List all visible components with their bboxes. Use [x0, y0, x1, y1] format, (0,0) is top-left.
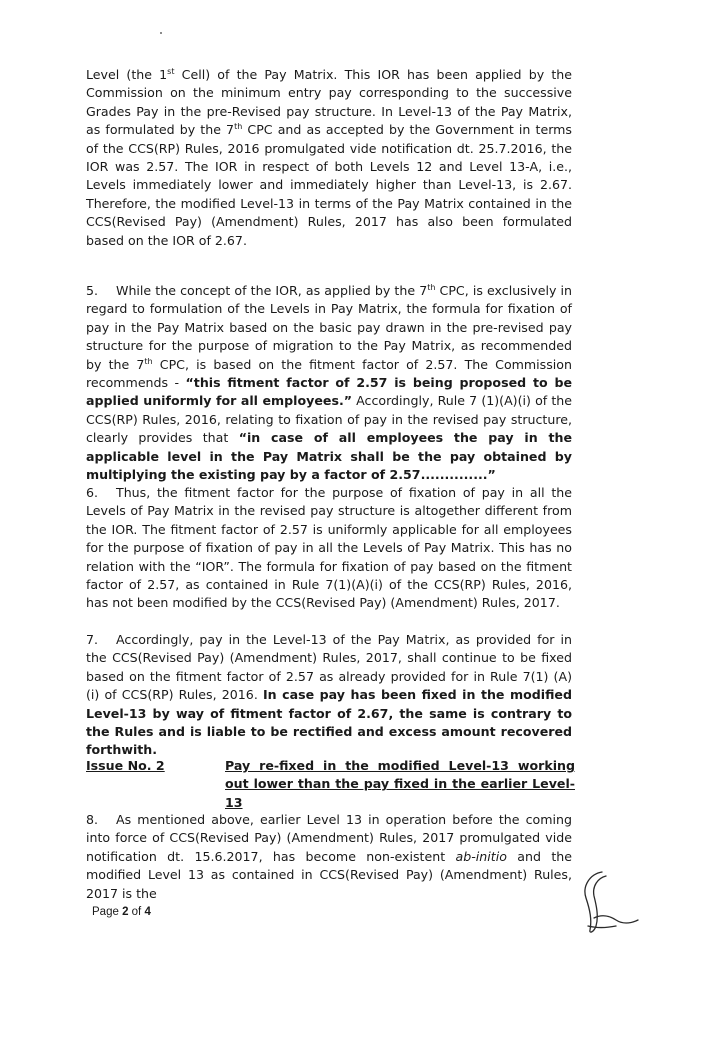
scan-speck: [160, 32, 162, 34]
paragraph-continued: [86, 66, 572, 250]
text-segment: Accordingly, Rule 7 (1)(A)(i) of the CCS(RP) Rules, 2016, relating to fixation of pay in the revised pay structure, clearly provides that: [86, 393, 573, 446]
page-current: 2: [122, 906, 129, 918]
paragraph-number: 5.: [86, 283, 99, 298]
text-segment: “in case of all employees the pay in the applicable level in the Pay Matrix shall be the pay obtained by multiplying the existing pay by a factor of 2.57..............”: [86, 430, 572, 483]
paragraph-body: [86, 484, 572, 613]
text-segment: As mentioned above, earlier Level 13 in operation before the coming into force of CCS(Revised Pay) (Amendment) Rules, 2017 promulgated vide notification dt. 15.6.2017, has become non-existent: [86, 812, 572, 864]
text-segment: In case pay has been fixed in the modified Level-13 by way of fitment factor of 2.67, the same is contrary to the Rules and is liable to be rectified and excess amount recovered forthwith.: [86, 687, 572, 758]
issue-label: Issue No. 2: [86, 758, 165, 773]
text-segment: st: [167, 66, 175, 76]
paragraph-5: [86, 282, 572, 484]
paragraph-number: 7.: [86, 632, 99, 647]
paragraph-7: [86, 631, 572, 760]
text-segment: ab-initio: [455, 848, 507, 864]
paragraph-8: [86, 811, 572, 903]
text-segment: Cell) of the Pay Matrix. This IOR has been applied by the Commission on the minimum entry pay corresponding to the successive Grades Pay in the pre-Revised pay structure. In Level-13 of the Pay Matrix, as formulated by the 7: [86, 67, 572, 138]
paragraph-body: [86, 282, 572, 484]
text-segment: Accordingly, pay in the Level-13 of the Pay Matrix, as provided for in the CCS(Revised Pay) (Amendment) Rules, 2017, shall continue to be fixed based on the fitment factor of 2.57 as already provided for in Rule 7(1) (A) (i) of CCS(RP) Rules, 2016.: [86, 632, 572, 703]
text-segment: th: [144, 356, 153, 366]
text-segment: Thus, the fitment factor for the purpose of fixation of pay in all the Levels of Pay Matrix in the revised pay structure is altogether different from the IOR. The fitment factor of 2.57 is uniformly applicable for all employees for the purpose of fixation of pay in all the Levels of Pay Matrix. This has no relation with the “IOR”. The formula for fixation of pay based on the fitment factor of 2.57, as contained in Rule 7(1)(A)(i) of the CCS(RP) Rules, 2016, has not been modified by the CCS(Revised Pay) (Amendment) Rules, 2017.: [86, 485, 572, 611]
paragraph-6: [86, 484, 572, 613]
paragraph-number: 6.: [86, 485, 99, 500]
page-footer: [92, 906, 151, 918]
text-segment: Level (the 1: [86, 67, 168, 82]
paragraph-body: [86, 66, 572, 250]
text-segment: th: [427, 282, 436, 292]
paragraph-body: [86, 811, 572, 903]
page-sep: of: [128, 906, 145, 918]
text-segment: CPC and as accepted by the Government in terms of the CCS(RP) Rules, 2016 promulgated vide notification dt. 25.7.2016, the IOR was 2.57. The IOR in respect of both Levels 12 and Level 13-A, i.e., Levels immediately lower and immediately higher than Level-13, is 2.67. Therefore, the modified Level-13 in terms of the Pay Matrix contained in the CCS(Revised Pay) (Amendment) Rules, 2017 has also been formulated based on the IOR of 2.67.: [86, 122, 572, 248]
text-segment: CPC, is exclusively in regard to formulation of the Levels in Pay Matrix, the formula for fixation of pay in the Pay Matrix based on the basic pay drawn in the pre-revised pay structure for the purpose of migration to the Pay Matrix, as recommended by the 7: [86, 283, 572, 372]
issue-title: Pay re-fixed in the modified Level-13 working out lower than the pay fixed in the earlier Level-13: [225, 758, 575, 810]
text-segment: CPC, is based on the fitment factor of 2.57. The Commission recommends -: [86, 356, 572, 391]
paragraph-body: [86, 631, 572, 760]
page-prefix: Page: [92, 906, 123, 918]
text-segment: and the modified Level 13 as contained in CCS(Revised Pay) (Amendment) Rules, 2017 is the: [86, 848, 572, 901]
paragraph-number: 8.: [86, 812, 99, 827]
handwritten-signature: [572, 868, 642, 938]
text-segment: While the concept of the IOR, as applied by the 7: [116, 283, 428, 298]
page-total: 4: [144, 906, 151, 918]
text-segment: th: [234, 122, 243, 132]
text-segment: “this fitment factor of 2.57 is being proposed to be applied uniformly for all employees.”: [86, 375, 573, 409]
